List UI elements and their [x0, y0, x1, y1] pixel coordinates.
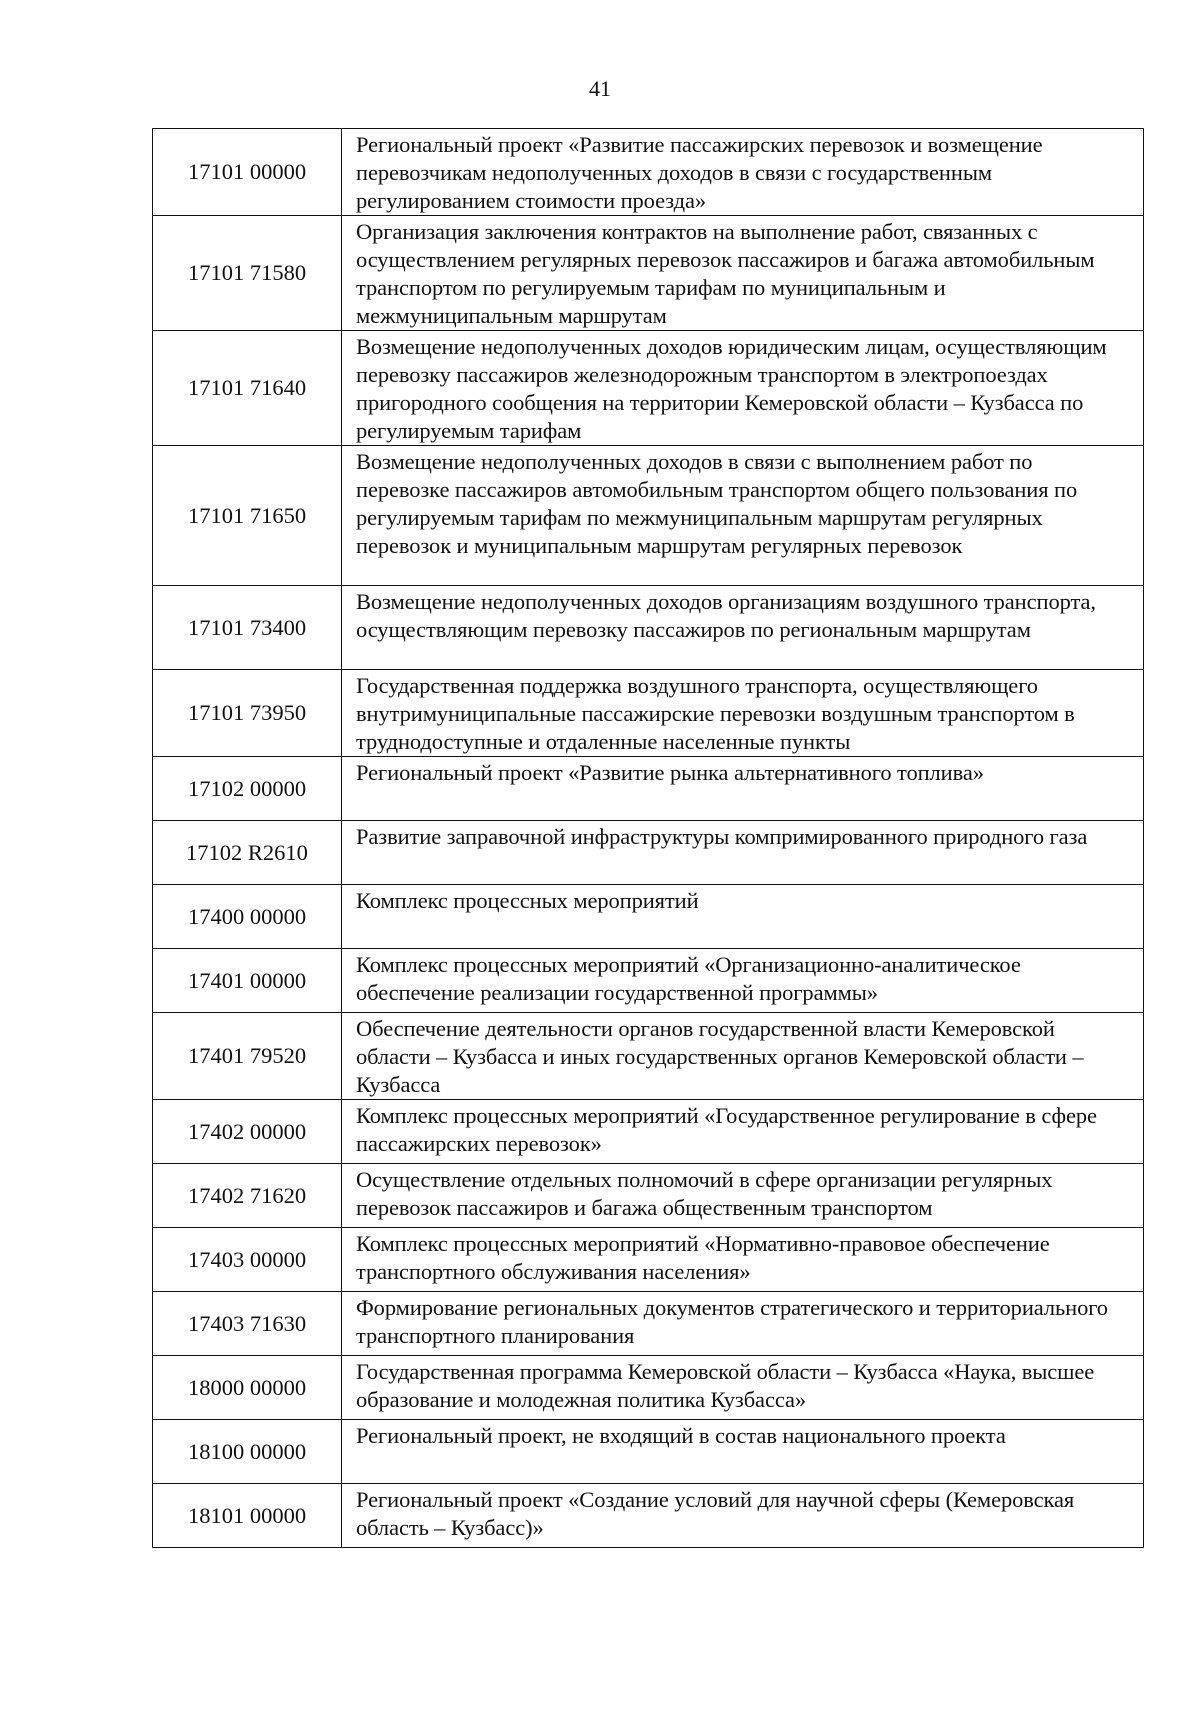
name-cell: Комплекс процессных мероприятий «Нормативно-правовое обеспечение транспортного обслуживания населения»	[342, 1228, 1144, 1292]
code-cell: 17403 00000	[153, 1228, 342, 1292]
table-row	[153, 1292, 1144, 1356]
name-cell: Комплекс процессных мероприятий «Государственное регулирование в сфере пассажирских перевозок»	[342, 1100, 1144, 1164]
name-cell: Возмещение недополученных доходов организациям воздушного транспорта, осуществляющим перевозку пассажиров по региональным маршрутам	[342, 586, 1144, 670]
name-cell: Региональный проект, не входящий в состав национального проекта	[342, 1420, 1144, 1484]
code-cell: 18100 00000	[153, 1420, 342, 1484]
name-cell: Формирование региональных документов стратегического и территориального транспортного планирования	[342, 1292, 1144, 1356]
name-cell: Развитие заправочной инфраструктуры компримированного природного газа	[342, 821, 1144, 885]
code-cell: 18000 00000	[153, 1356, 342, 1420]
code-cell: 17401 79520	[153, 1013, 342, 1100]
table-row	[153, 586, 1144, 670]
table-row	[153, 1013, 1144, 1100]
table-row	[153, 1420, 1144, 1484]
table-row	[153, 331, 1144, 446]
table-row	[153, 949, 1144, 1013]
name-cell: Региональный проект «Создание условий для научной сферы (Кемеровская область – Кузбасс)»	[342, 1484, 1144, 1548]
code-cell: 17102 R2610	[153, 821, 342, 885]
name-cell: Государственная поддержка воздушного транспорта, осуществляющего внутримуниципальные пассажирские перевозки воздушным транспортом в труднодоступные и отдаленные населенные пункты	[342, 670, 1144, 757]
table-row	[153, 129, 1144, 216]
code-cell: 17402 00000	[153, 1100, 342, 1164]
name-cell: Комплекс процессных мероприятий	[342, 885, 1144, 949]
table-row	[153, 1356, 1144, 1420]
name-cell: Региональный проект «Развитие пассажирских перевозок и возмещение перевозчикам недополученных доходов в связи с государственным регулированием стоимости проезда»	[342, 129, 1144, 216]
code-cell: 17402 71620	[153, 1164, 342, 1228]
table-row	[153, 446, 1144, 586]
table-row	[153, 1484, 1144, 1548]
name-cell: Возмещение недополученных доходов в связи с выполнением работ по перевозке пассажиров автомобильным транспортом общего пользования по регулируемым тарифам по межмуниципальным маршрутам регулярных перевозок и муниципальным маршрутам регулярных перевозок	[342, 446, 1144, 586]
table-row	[153, 1228, 1144, 1292]
code-cell: 17101 71650	[153, 446, 342, 586]
code-cell: 17401 00000	[153, 949, 342, 1013]
page-number: 41	[589, 76, 611, 101]
table-row	[153, 670, 1144, 757]
table-row	[153, 821, 1144, 885]
table-row	[153, 757, 1144, 821]
name-cell: Региональный проект «Развитие рынка альтернативного топлива»	[342, 757, 1144, 821]
name-cell: Возмещение недополученных доходов юридическим лицам, осуществляющим перевозку пассажиров железнодорожным транспортом в электропоездах пригородного сообщения на территории Кемеровской области – Кузбасса по регулируемым тарифам	[342, 331, 1144, 446]
code-cell: 17101 00000	[153, 129, 342, 216]
code-cell: 17403 71630	[153, 1292, 342, 1356]
table-row	[153, 1100, 1144, 1164]
name-cell: Государственная программа Кемеровской области – Кузбасса «Наука, высшее образование и молодежная политика Кузбасса»	[342, 1356, 1144, 1420]
code-cell: 17400 00000	[153, 885, 342, 949]
table-row	[153, 1164, 1144, 1228]
code-cell: 17101 71580	[153, 216, 342, 331]
code-cell: 17101 71640	[153, 331, 342, 446]
code-cell: 18101 00000	[153, 1484, 342, 1548]
name-cell: Осуществление отдельных полномочий в сфере организации регулярных перевозок пассажиров и багажа общественным транспортом	[342, 1164, 1144, 1228]
code-cell: 17102 00000	[153, 757, 342, 821]
code-cell: 17101 73950	[153, 670, 342, 757]
table-row	[153, 216, 1144, 331]
table-row	[153, 885, 1144, 949]
name-cell: Обеспечение деятельности органов государственной власти Кемеровской области – Кузбасса и иных государственных органов Кемеровской области – Кузбасса	[342, 1013, 1144, 1100]
name-cell: Комплекс процессных мероприятий «Организационно-аналитическое обеспечение реализации государственной программы»	[342, 949, 1144, 1013]
classification-table	[152, 128, 1144, 1548]
code-cell: 17101 73400	[153, 586, 342, 670]
name-cell: Организация заключения контрактов на выполнение работ, связанных с осуществлением регулярных перевозок пассажиров и багажа автомобильным транспортом по регулируемым тарифам по муниципальным и межмуниципальным маршрутам	[342, 216, 1144, 331]
